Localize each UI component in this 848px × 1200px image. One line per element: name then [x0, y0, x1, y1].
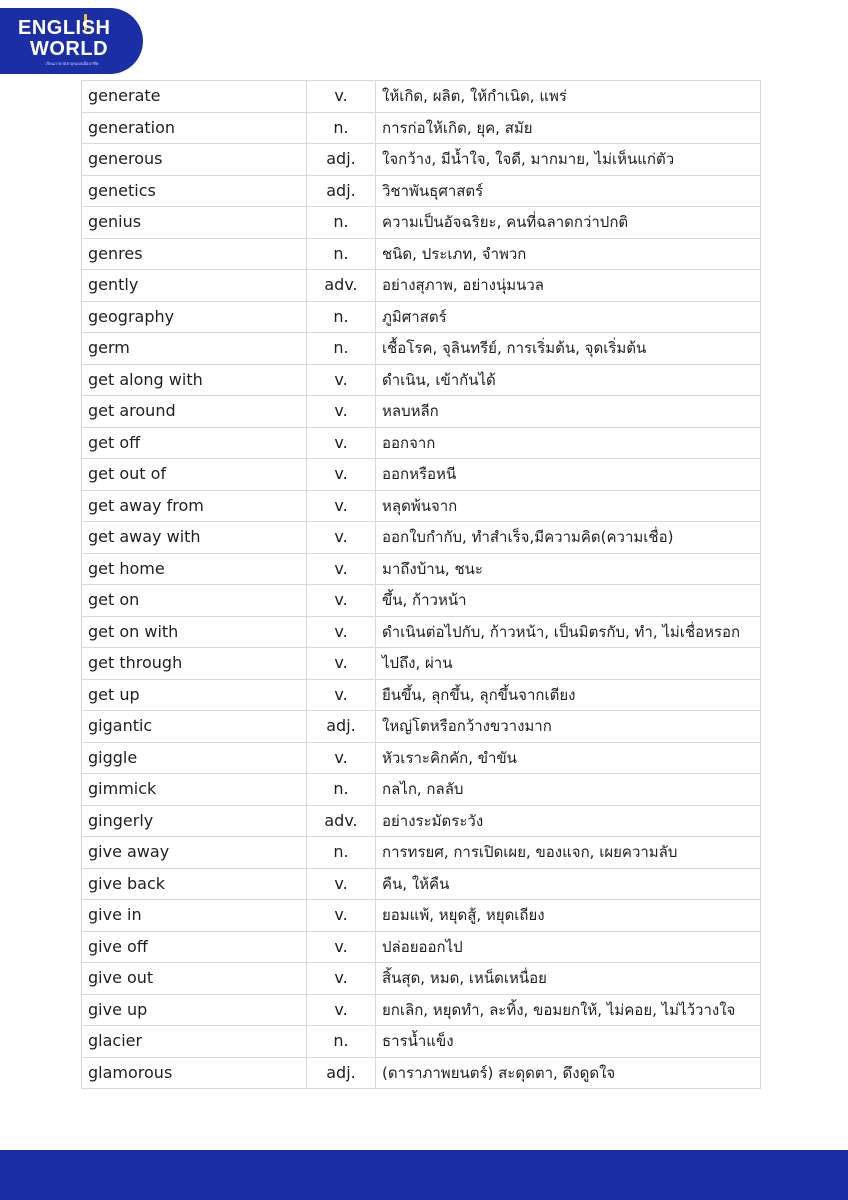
table-row — [82, 1057, 761, 1089]
word-cell: gingerly — [82, 805, 307, 837]
pos-cell: adv. — [307, 805, 376, 837]
word-cell: get around — [82, 396, 307, 428]
pos-cell: n. — [307, 333, 376, 365]
pos-cell: v. — [307, 868, 376, 900]
meaning-cell: อย่างระมัดระวัง — [376, 805, 761, 837]
table-row — [82, 742, 761, 774]
word-cell: gimmick — [82, 774, 307, 806]
word-cell: germ — [82, 333, 307, 365]
table-row — [82, 679, 761, 711]
pos-cell: v. — [307, 742, 376, 774]
pos-cell: v. — [307, 81, 376, 113]
meaning-cell: ความเป็นอัจฉริยะ, คนที่ฉลาดกว่าปกติ — [376, 207, 761, 239]
word-cell: glamorous — [82, 1057, 307, 1089]
table-row — [82, 868, 761, 900]
pos-cell: adv. — [307, 270, 376, 302]
meaning-cell: ธารน้ำแข็ง — [376, 1026, 761, 1058]
table-row — [82, 333, 761, 365]
meaning-cell: ภูมิศาสตร์ — [376, 301, 761, 333]
vocabulary-table — [81, 80, 761, 1089]
meaning-cell: คืน, ให้คืน — [376, 868, 761, 900]
word-cell: gently — [82, 270, 307, 302]
meaning-cell: ออกจาก — [376, 427, 761, 459]
table-row — [82, 459, 761, 491]
pos-cell: v. — [307, 490, 376, 522]
word-cell: get away from — [82, 490, 307, 522]
meaning-cell: เชื้อโรค, จุลินทรีย์, การเริ่มต้น, จุดเริ่มต้น — [376, 333, 761, 365]
table-row — [82, 585, 761, 617]
meaning-cell: ให้เกิด, ผลิต, ให้กำเนิด, แพร่ — [376, 81, 761, 113]
table-row — [82, 837, 761, 869]
word-cell: get home — [82, 553, 307, 585]
meaning-cell: ใหญ่โตหรือกว้างขวางมาก — [376, 711, 761, 743]
word-cell: genius — [82, 207, 307, 239]
pos-cell: n. — [307, 774, 376, 806]
word-cell: gigantic — [82, 711, 307, 743]
meaning-cell: ดำเนินต่อไปกับ, ก้าวหน้า, เป็นมิตรกับ, ทำ, ไม่เชื่อหรอก — [376, 616, 761, 648]
word-cell: get off — [82, 427, 307, 459]
meaning-cell: ยอมแพ้, หยุดสู้, หยุดเถียง — [376, 900, 761, 932]
table-row — [82, 207, 761, 239]
meaning-cell: ไปถึง, ผ่าน — [376, 648, 761, 680]
pos-cell: adj. — [307, 144, 376, 176]
meaning-cell: กลไก, กลลับ — [376, 774, 761, 806]
meaning-cell: ชนิด, ประเภท, จำพวก — [376, 238, 761, 270]
word-cell: get away with — [82, 522, 307, 554]
meaning-cell: การทรยศ, การเปิดเผย, ของแจก, เผยความลับ — [376, 837, 761, 869]
word-cell: give back — [82, 868, 307, 900]
word-cell: give out — [82, 963, 307, 995]
word-cell: get up — [82, 679, 307, 711]
table-row — [82, 805, 761, 837]
meaning-cell: หัวเราะคิกคัก, ขำขัน — [376, 742, 761, 774]
meaning-cell: ปล่อยออกไป — [376, 931, 761, 963]
meaning-cell: (ดาราภาพยนตร์) สะดุดตา, ดึงดูดใจ — [376, 1057, 761, 1089]
table-row — [82, 301, 761, 333]
table-row — [82, 81, 761, 113]
table-row — [82, 490, 761, 522]
pos-cell: v. — [307, 679, 376, 711]
pos-cell: adj. — [307, 1057, 376, 1089]
pos-cell: v. — [307, 900, 376, 932]
pos-cell: v. — [307, 459, 376, 491]
pos-cell: n. — [307, 837, 376, 869]
logo-line-2: WORLD — [30, 38, 109, 60]
table-row — [82, 1026, 761, 1058]
table-row — [82, 396, 761, 428]
pos-cell: v. — [307, 585, 376, 617]
word-cell: genres — [82, 238, 307, 270]
table-row — [82, 175, 761, 207]
meaning-cell: ขึ้น, ก้าวหน้า — [376, 585, 761, 617]
table-row — [82, 774, 761, 806]
table-row — [82, 112, 761, 144]
word-cell: get on with — [82, 616, 307, 648]
pos-cell: v. — [307, 396, 376, 428]
meaning-cell: ยืนขึ้น, ลุกขึ้น, ลุกขึ้นจากเตียง — [376, 679, 761, 711]
word-cell: generation — [82, 112, 307, 144]
meaning-cell: สิ้นสุด, หมด, เหน็ดเหนื่อย — [376, 963, 761, 995]
meaning-cell: วิชาพันธุศาสตร์ — [376, 175, 761, 207]
word-cell: give away — [82, 837, 307, 869]
word-cell: get on — [82, 585, 307, 617]
table-row — [82, 144, 761, 176]
table-row — [82, 553, 761, 585]
word-cell: give in — [82, 900, 307, 932]
pos-cell: n. — [307, 238, 376, 270]
pos-cell: n. — [307, 112, 376, 144]
pos-cell: v. — [307, 427, 376, 459]
table-row — [82, 270, 761, 302]
footer-bar — [0, 1150, 848, 1200]
table-row — [82, 931, 761, 963]
pos-cell: n. — [307, 207, 376, 239]
table-row — [82, 616, 761, 648]
meaning-cell: ยกเลิก, หยุดทำ, ละทิ้ง, ขอมยกให้, ไม่คอย, ไม่ไว้วางใจ — [376, 994, 761, 1026]
word-cell: give off — [82, 931, 307, 963]
pos-cell: adj. — [307, 711, 376, 743]
table-row — [82, 522, 761, 554]
word-cell: get out of — [82, 459, 307, 491]
table-row — [82, 900, 761, 932]
pos-cell: v. — [307, 364, 376, 396]
meaning-cell: ออกหรือหนี — [376, 459, 761, 491]
word-cell: generous — [82, 144, 307, 176]
vocabulary-table-body — [82, 81, 761, 1089]
meaning-cell: หลบหลีก — [376, 396, 761, 428]
pos-cell: v. — [307, 963, 376, 995]
table-row — [82, 648, 761, 680]
word-cell: get along with — [82, 364, 307, 396]
meaning-cell: ใจกว้าง, มีน้ำใจ, ใจดี, มากมาย, ไม่เห็นแก่ตัว — [376, 144, 761, 176]
logo-tagline: เรียนภาษาอังกฤษแบบมืออาชีพ — [45, 61, 99, 66]
meaning-cell: ออกใบกำกับ, ทำสำเร็จ,มีความคิด(ความเชื่อ) — [376, 522, 761, 554]
table-row — [82, 711, 761, 743]
pos-cell: v. — [307, 522, 376, 554]
pos-cell: v. — [307, 931, 376, 963]
logo-line-1: ENGLISH — [18, 17, 111, 39]
word-cell: geography — [82, 301, 307, 333]
table-row — [82, 963, 761, 995]
meaning-cell: อย่างสุภาพ, อย่างนุ่มนวล — [376, 270, 761, 302]
table-row — [82, 364, 761, 396]
word-cell: giggle — [82, 742, 307, 774]
pos-cell: adj. — [307, 175, 376, 207]
word-cell: give up — [82, 994, 307, 1026]
table-row — [82, 427, 761, 459]
pos-cell: v. — [307, 616, 376, 648]
pos-cell: v. — [307, 648, 376, 680]
pos-cell: n. — [307, 1026, 376, 1058]
meaning-cell: หลุดพ้นจาก — [376, 490, 761, 522]
meaning-cell: ดำเนิน, เข้ากันได้ — [376, 364, 761, 396]
word-cell: glacier — [82, 1026, 307, 1058]
word-cell: generate — [82, 81, 307, 113]
table-row — [82, 994, 761, 1026]
word-cell: genetics — [82, 175, 307, 207]
meaning-cell: การก่อให้เกิด, ยุค, สมัย — [376, 112, 761, 144]
pos-cell: v. — [307, 553, 376, 585]
word-cell: get through — [82, 648, 307, 680]
brand-logo — [0, 8, 143, 74]
table-row — [82, 238, 761, 270]
pos-cell: n. — [307, 301, 376, 333]
meaning-cell: มาถึงบ้าน, ชนะ — [376, 553, 761, 585]
pos-cell: v. — [307, 994, 376, 1026]
